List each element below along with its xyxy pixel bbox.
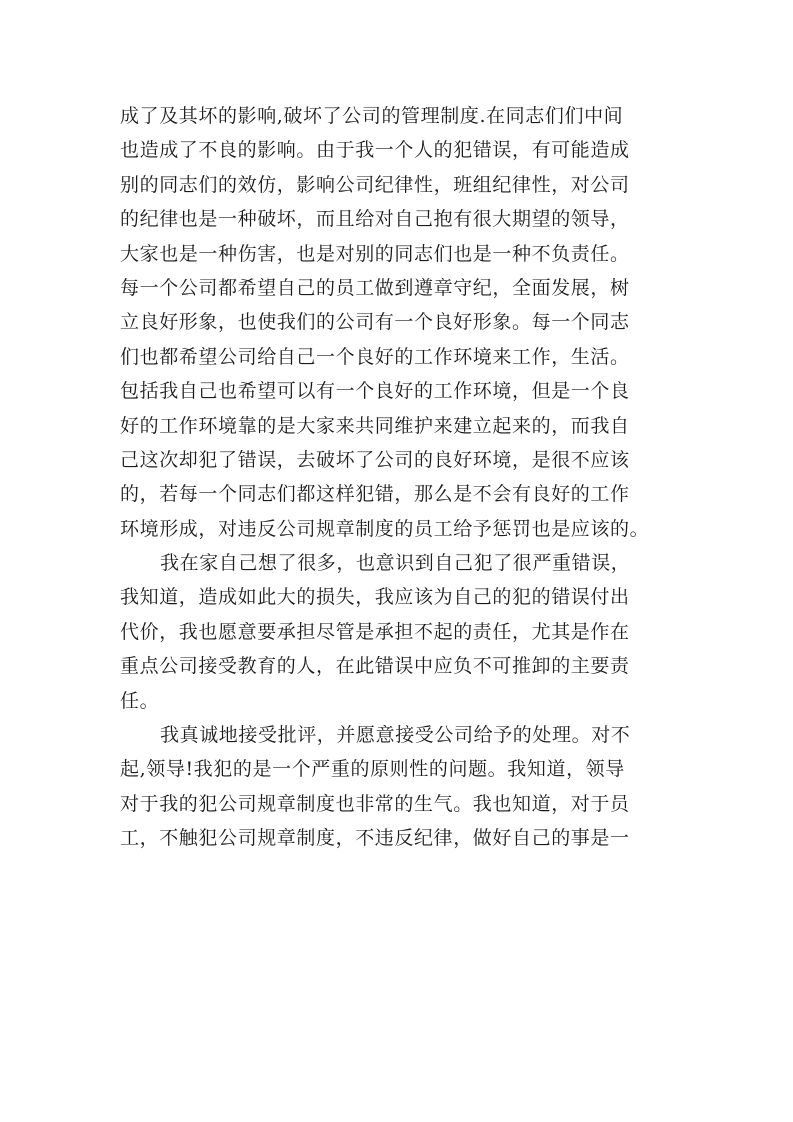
text-line: 也造成了不良的影响。由于我一个人的犯错误，有可能造成 (120, 139, 630, 162)
body-text (120, 99, 690, 856)
text-line: 好的工作环境靠的是大家来共同维护来建立起来的，而我自 (120, 414, 630, 437)
text-line: 起,领导!我犯的是一个严重的原则性的问题。我知道，领导 (120, 758, 625, 781)
text-line: 每一个公司都希望自己的员工做到遵章守纪，全面发展，树 (120, 276, 630, 299)
text-line: 们也都希望公司给自己一个良好的工作环境来工作，生活。 (120, 345, 630, 368)
text-line: 的，若每一个同志们都这样犯错，那么是不会有良好的工作 (120, 483, 630, 506)
text-line: 的纪律也是一种破坏，而且给对自己抱有很大期望的领导， (120, 208, 630, 231)
text-line: 我知道，造成如此大的损失，我应该为自己的犯的错误付出 (120, 586, 630, 609)
text-line: 大家也是一种伤害，也是对别的同志们也是一种不负责任。 (120, 242, 630, 265)
text-line: 重点公司接受教育的人，在此错误中应负不可推卸的主要责 (120, 655, 630, 678)
text-line: 工，不触犯公司规章制度，不违反纪律，做好自己的事是一 (120, 827, 630, 850)
text-line: 环境形成，对违反公司规章制度的员工给予惩罚也是应该的。 (120, 517, 650, 540)
text-line: 代价，我也愿意要承担尽管是承担不起的责任，尤其是作在 (120, 620, 630, 643)
paragraph-first-line: 我真诚地接受批评，并愿意接受公司给予的处理。对不 (160, 724, 631, 747)
text-line: 对于我的犯公司规章制度也非常的生气。我也知道，对于员 (120, 792, 630, 815)
text-line: 立良好形象，也使我们的公司有一个良好形象。每一个同志 (120, 311, 630, 334)
text-line: 己这次却犯了错误，去破坏了公司的良好环境，是很不应该 (120, 448, 630, 471)
text-line: 包括我自己也希望可以有一个良好的工作环境，但是一个良 (120, 380, 630, 403)
text-line: 别的同志们的效仿，影响公司纪律性，班组纪律性，对公司 (120, 173, 630, 196)
text-line: 成了及其坏的影响,破坏了公司的管理制度.在同志们们中间 (120, 105, 624, 127)
paragraph-first-line: 我在家自己想了很多，也意识到自己犯了很严重错误， (160, 552, 631, 575)
text-line: 任。 (120, 689, 160, 712)
